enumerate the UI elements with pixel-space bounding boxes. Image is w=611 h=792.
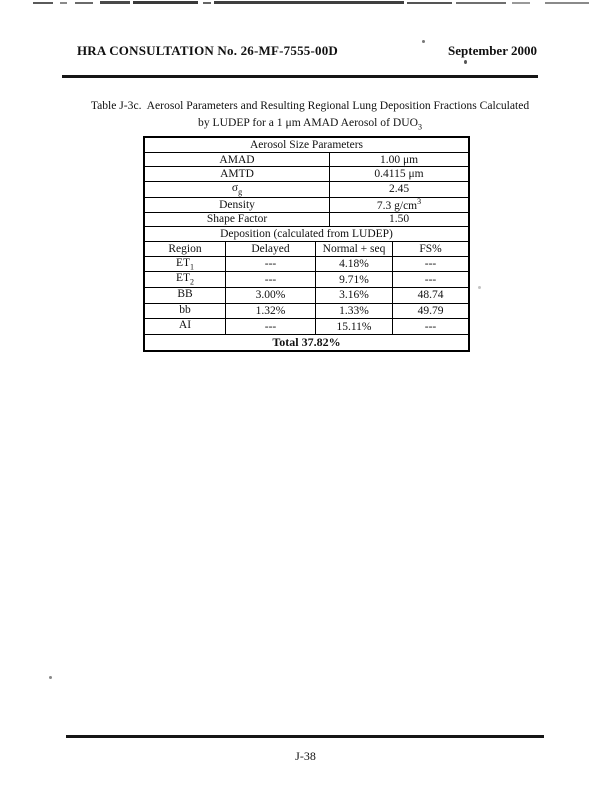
scan-artifact-dash [75, 2, 93, 4]
aerosol-size-parameters-section [144, 137, 469, 227]
table-caption [50, 97, 570, 135]
scan-artifact-dash [214, 1, 404, 4]
section1-title: Aerosol Size Parameters [145, 138, 469, 153]
column-header-row [145, 242, 469, 257]
param-row [145, 197, 469, 212]
footer-rule [66, 735, 544, 738]
normal-cell: 3.16% [316, 288, 393, 304]
region-cell: bb [145, 303, 226, 319]
scan-artifact-dash [203, 2, 211, 4]
scan-artifact-dash [60, 2, 67, 4]
delayed-cell: --- [226, 319, 316, 335]
param-label: AMTD [145, 167, 330, 182]
scan-artifact-dash [407, 2, 452, 4]
column-header-region: Region [145, 242, 226, 257]
table-row [145, 303, 469, 319]
param-value: 1.50 [330, 212, 469, 227]
document-header-date: September 2000 [448, 43, 537, 58]
param-row [145, 167, 469, 182]
table-row [145, 272, 469, 288]
scan-speck [422, 40, 425, 43]
section-header-row [145, 138, 469, 153]
table-caption-line1: Table J-3c. Aerosol Parameters and Resulting Regional Lung Deposition Fractions Calculated [90, 99, 530, 112]
param-label: $\sigma_g$ [145, 182, 330, 198]
scan-artifact-dash [133, 1, 198, 4]
total-cell: Total 37.82% [145, 335, 469, 351]
column-header-fs: FS% [393, 242, 469, 257]
normal-cell: 9.71% [316, 272, 393, 288]
scan-artifact-dash [100, 1, 130, 4]
scan-artifact-dash [33, 2, 53, 4]
total-row [145, 335, 469, 351]
table-caption-line2: by LUDEP for a 1 μm AMAD Aerosol of $DUO_3$ [198, 116, 422, 132]
param-row [145, 152, 469, 167]
header-rule [62, 75, 538, 78]
normal-cell: 15.11% [316, 319, 393, 335]
region-cell: $ET_1$ [145, 256, 226, 272]
document-header-title: HRA CONSULTATION No. 26-MF-7555-00D [77, 43, 338, 58]
param-row [145, 212, 469, 227]
table-row [145, 319, 469, 335]
region-cell: AI [145, 319, 226, 335]
table-row [145, 256, 469, 272]
param-value: 0.4115 μm [330, 167, 469, 182]
param-value: 7.3 $g/cm^3$ [330, 197, 469, 212]
scan-speck [464, 60, 467, 64]
param-label: AMAD [145, 152, 330, 167]
aerosol-parameters-table [143, 136, 470, 352]
fs-cell: --- [393, 256, 469, 272]
scan-artifact-dash [456, 2, 506, 4]
fs-cell: --- [393, 319, 469, 335]
delayed-cell: --- [226, 256, 316, 272]
column-header-delayed: Delayed [226, 242, 316, 257]
param-row [145, 182, 469, 198]
delayed-cell: --- [226, 272, 316, 288]
normal-cell: 1.33% [316, 303, 393, 319]
scan-artifact-dash [545, 2, 589, 4]
section2-title: Deposition (calculated from LUDEP) [145, 227, 469, 241]
param-value: 2.45 [330, 182, 469, 198]
scan-speck [49, 676, 52, 679]
fs-cell: --- [393, 272, 469, 288]
region-cell: BB [145, 288, 226, 304]
param-value: 1.00 μm [330, 152, 469, 167]
page-number: J-38 [295, 749, 316, 763]
param-label: Density [145, 197, 330, 212]
section-header-row [145, 227, 469, 241]
scan-speck [478, 286, 481, 289]
deposition-section [144, 227, 469, 351]
delayed-cell: 3.00% [226, 288, 316, 304]
scan-artifact-dash [512, 2, 530, 4]
column-header-normal-seq: Normal + seq [316, 242, 393, 257]
table-row [145, 288, 469, 304]
param-label: Shape Factor [145, 212, 330, 227]
fs-cell: 48.74 [393, 288, 469, 304]
delayed-cell: 1.32% [226, 303, 316, 319]
region-cell: $ET_2$ [145, 272, 226, 288]
fs-cell: 49.79 [393, 303, 469, 319]
normal-cell: 4.18% [316, 256, 393, 272]
